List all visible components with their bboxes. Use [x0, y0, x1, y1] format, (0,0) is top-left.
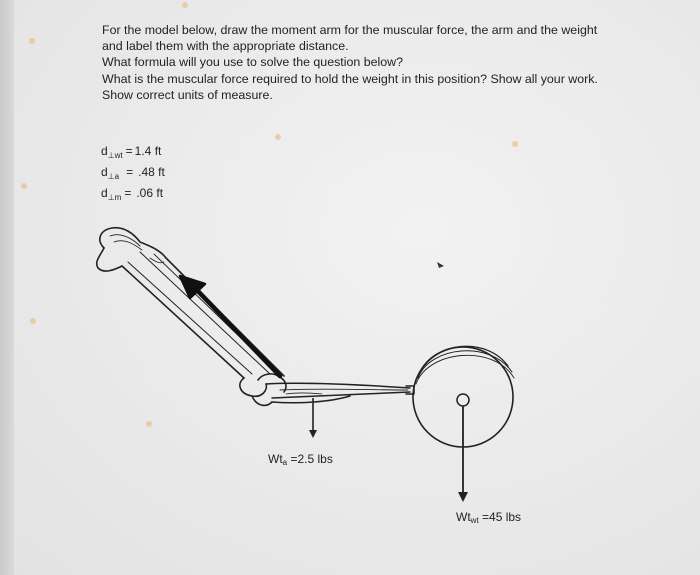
weight-value: =45 lbs — [478, 510, 522, 524]
weight-symbol: Wt — [268, 452, 283, 466]
distance-symbol: d — [101, 144, 108, 158]
distance-value: .48 ft — [138, 165, 165, 179]
weight-value: =2.5 lbs — [287, 452, 333, 466]
weight-subscript: wt — [470, 516, 479, 525]
perpendicular-symbol: ⊥ — [107, 172, 115, 181]
arm-weight-label — [268, 452, 333, 467]
instruction-line: For the model below, draw the moment arm for the muscular force, the arm and the weight — [102, 23, 598, 37]
weight-symbol: Wt — [456, 510, 471, 524]
distance-symbol: d — [101, 186, 108, 200]
distance-value: 1.4 ft — [134, 144, 162, 158]
instruction-line: and label them with the appropriate distance. — [102, 39, 349, 54]
instruction-line: What is the muscular force required to hold the weight in this position? Show all your work. — [102, 71, 598, 86]
distance-subscript: a — [114, 172, 120, 181]
equals-sign: = — [124, 186, 132, 200]
arm-weight-arrow — [309, 398, 317, 438]
equals-sign: = — [126, 165, 134, 179]
instruction-line: Show correct units of measure. — [102, 87, 273, 102]
pen-mark — [437, 262, 444, 268]
weight-subscript: a — [282, 458, 288, 467]
distance-symbol: d — [101, 165, 108, 179]
distance-value: .06 ft — [136, 186, 164, 200]
object-weight-label — [456, 510, 521, 525]
instruction-line: What formula will you use to solve the question below? — [102, 55, 403, 70]
humerus-bone — [97, 228, 286, 406]
forearm-bones — [266, 383, 414, 403]
distance-subscript: m — [114, 193, 122, 202]
equals-sign: = — [125, 144, 133, 158]
distance-subscript: wt — [114, 151, 123, 160]
object-weight-arrow — [458, 406, 468, 502]
perpendicular-symbol: ⊥ — [107, 151, 115, 160]
muscle-force-arrow — [180, 276, 280, 376]
perpendicular-symbol: ⊥ — [107, 193, 115, 202]
